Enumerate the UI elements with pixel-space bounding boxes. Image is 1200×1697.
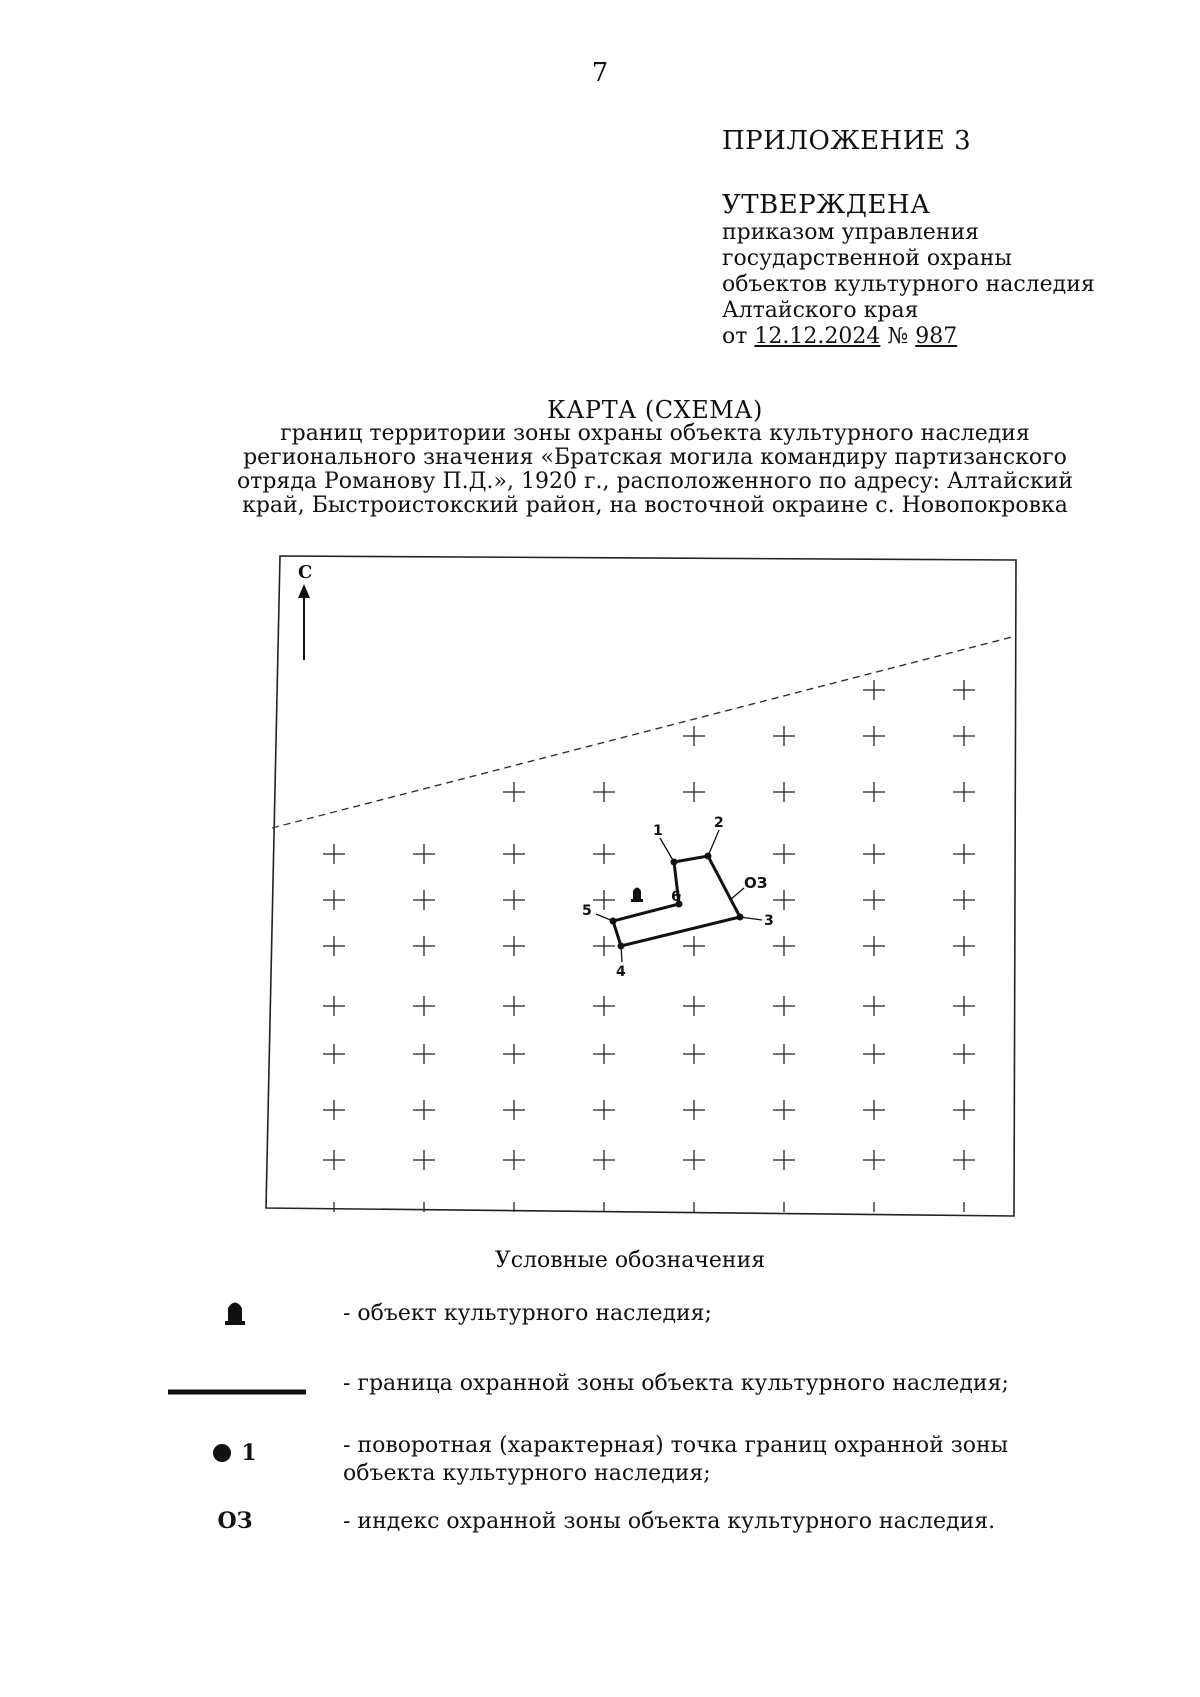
point-label: 3	[764, 913, 774, 929]
approval-block	[722, 192, 1095, 350]
grid-cross	[953, 936, 975, 956]
grid-cross	[863, 726, 885, 746]
grid-cross	[503, 996, 525, 1016]
grid-cross	[323, 1044, 345, 1064]
grid-cross	[773, 726, 795, 746]
turning-point	[705, 853, 712, 860]
grid-cross	[413, 1044, 435, 1064]
turning-point	[737, 914, 744, 921]
grid-cross	[683, 726, 705, 746]
turning-point-symbol	[160, 1440, 310, 1466]
monument-marker	[631, 888, 643, 903]
map-title-line: границ территории зоны охраны объекта культурного наследия	[280, 421, 1030, 446]
grid-cross	[413, 844, 435, 864]
grid-cross	[953, 1100, 975, 1120]
grid-cross	[953, 890, 975, 910]
grid-cross	[953, 1150, 975, 1170]
boundary-line-icon	[160, 1370, 310, 1406]
grid-cross	[863, 782, 885, 802]
approval-number: 987	[915, 324, 958, 349]
map-scheme	[262, 548, 1018, 1218]
grid-cross	[593, 782, 615, 802]
approval-line: объектов культурного наследия	[722, 272, 1095, 297]
approval-line: приказом управления	[722, 220, 980, 245]
zone-index-symbol-text: ОЗ	[217, 1508, 253, 1534]
approval-line: Алтайского края	[722, 298, 919, 323]
grid-cross	[773, 936, 795, 956]
approval-date: 12.12.2024	[754, 324, 881, 349]
grid-cross	[683, 1150, 705, 1170]
grid-cross	[953, 726, 975, 746]
grid-cross	[773, 996, 795, 1016]
legend-text: - поворотная (характерная) точка границ охранной зоны объекта культурного наследия;	[343, 1433, 1009, 1486]
page-number: 7	[591, 58, 609, 88]
grid-cross	[503, 936, 525, 956]
map-title-line: регионального значения «Братская могила командиру партизанского	[243, 445, 1067, 470]
grid-cross	[683, 1100, 705, 1120]
grid-cross	[863, 680, 885, 700]
grid-cross	[503, 1150, 525, 1170]
approval-prefix: от	[722, 324, 748, 349]
grid-cross	[863, 1150, 885, 1170]
grid-cross	[593, 1150, 615, 1170]
appendix-label: ПРИЛОЖЕНИЕ 3	[722, 126, 972, 156]
north-arrow	[298, 562, 312, 660]
legend-text: - объект культурного наследия;	[343, 1301, 712, 1326]
grid-cross	[683, 782, 705, 802]
map-border	[266, 556, 1016, 1216]
map-title	[215, 398, 1095, 518]
grid-cross	[503, 782, 525, 802]
grid-cross	[323, 996, 345, 1016]
grid-cross	[593, 936, 615, 956]
grid-cross	[593, 890, 615, 910]
monument-icon	[160, 1300, 310, 1334]
grid-cross	[953, 996, 975, 1016]
grid-cross	[413, 996, 435, 1016]
grid-cross	[863, 996, 885, 1016]
grid-cross	[683, 1044, 705, 1064]
grid-cross	[773, 890, 795, 910]
point-label: 5	[582, 903, 592, 919]
grid-cross	[863, 890, 885, 910]
approval-date-line	[722, 324, 1095, 350]
grid-cross	[593, 1100, 615, 1120]
grid-cross	[323, 844, 345, 864]
grid-cross	[413, 1150, 435, 1170]
grid-cross	[323, 1150, 345, 1170]
grid-cross	[503, 844, 525, 864]
grid-cross	[323, 936, 345, 956]
turning-point	[610, 918, 617, 925]
grid-cross	[593, 844, 615, 864]
legend-title: Условные обозначения	[494, 1248, 766, 1273]
grid-cross	[953, 680, 975, 700]
point-label: 6	[671, 889, 681, 905]
grid-cross	[503, 890, 525, 910]
approval-number-sign: №	[887, 324, 909, 349]
grid-cross	[953, 1044, 975, 1064]
dashed-boundary-line	[272, 636, 1016, 828]
map-title-line: отряда Романову П.Д.», 1920 г., расположенного по адресу: Алтайский	[236, 469, 1074, 494]
grid-cross	[863, 936, 885, 956]
grid-cross	[683, 936, 705, 956]
grid-cross	[773, 1150, 795, 1170]
grid-cross	[863, 844, 885, 864]
grid-cross	[413, 1100, 435, 1120]
turning-point	[671, 859, 678, 866]
turning-point-icon	[213, 1444, 231, 1462]
grid-cross	[863, 1044, 885, 1064]
grid-cross	[683, 996, 705, 1016]
point-label: 2	[714, 815, 724, 831]
grid-cross	[323, 1100, 345, 1120]
grid-cross	[593, 1044, 615, 1064]
approval-line: государственной охраны	[722, 246, 1012, 271]
map-title-line: край, Быстроистокский район, на восточной окраине с. Новопокровка	[242, 493, 1068, 518]
grid-crosses	[323, 680, 975, 1170]
turning-point	[618, 943, 625, 950]
grid-cross	[953, 782, 975, 802]
point-label: 4	[616, 964, 626, 980]
grid-cross	[773, 1044, 795, 1064]
approval-heading: УТВЕРЖДЕНА	[722, 190, 931, 220]
north-label: С	[298, 562, 313, 583]
grid-cross	[413, 936, 435, 956]
legend-text: - индекс охранной зоны объекта культурного наследия.	[343, 1509, 996, 1534]
zone-index-symbol	[160, 1508, 310, 1534]
point-labels	[582, 815, 774, 980]
grid-cross	[323, 890, 345, 910]
grid-cross	[953, 844, 975, 864]
grid-cross	[503, 1044, 525, 1064]
map-title-heading: КАРТА (СХЕМА)	[547, 396, 763, 424]
turning-point-symbol-number: 1	[241, 1440, 257, 1466]
grid-cross	[773, 782, 795, 802]
legend-text: - граница охранной зоны объекта культурного наследия;	[343, 1371, 1009, 1396]
point-label: 1	[653, 823, 663, 839]
grid-cross	[773, 1100, 795, 1120]
grid-cross	[413, 890, 435, 910]
zone-label: ОЗ	[744, 874, 768, 892]
grid-cross	[503, 1100, 525, 1120]
grid-cross	[863, 1100, 885, 1120]
grid-cross	[773, 844, 795, 864]
grid-cross	[593, 996, 615, 1016]
